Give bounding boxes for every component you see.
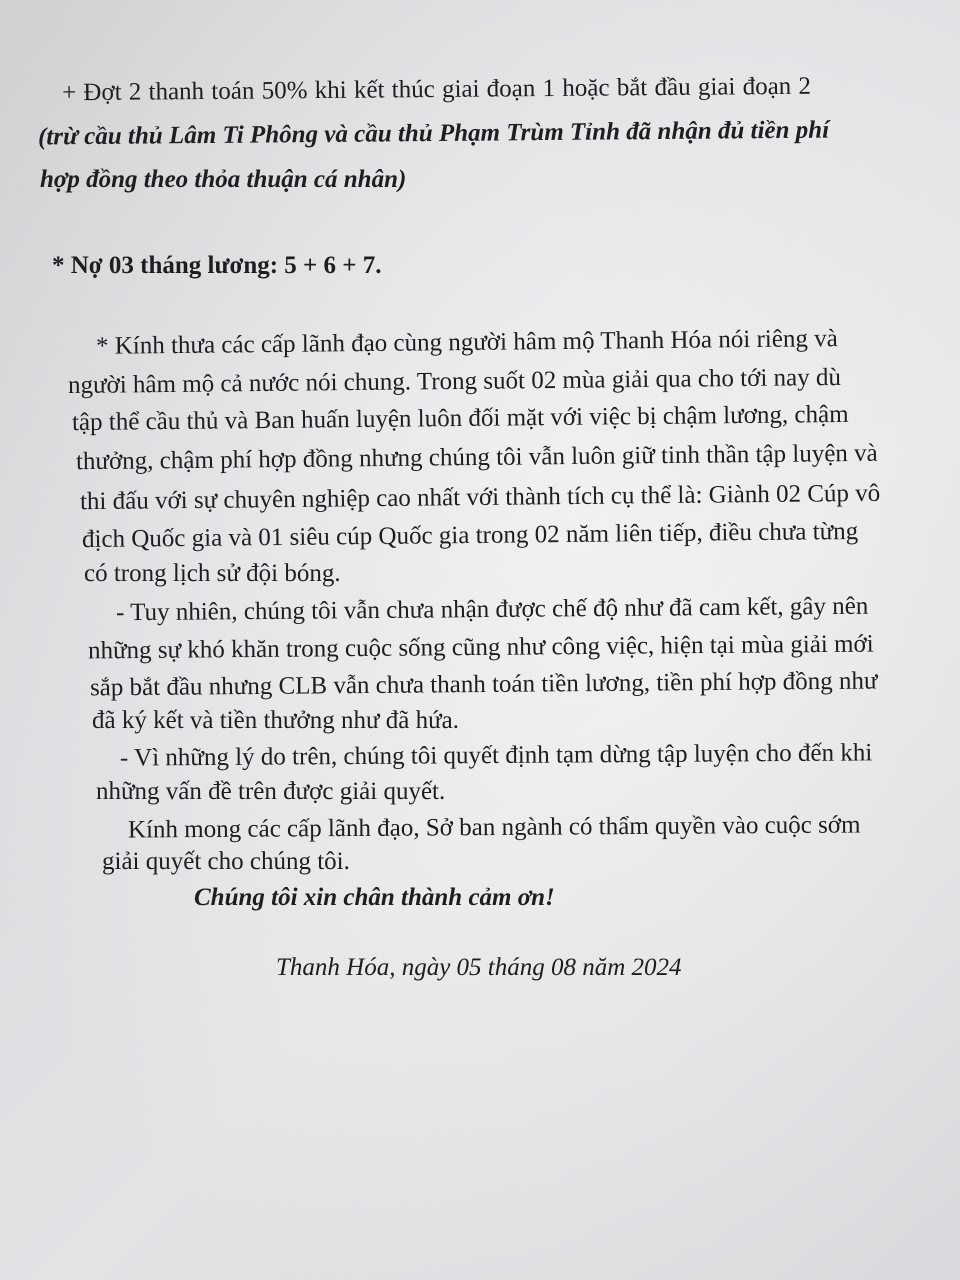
- text-line: những sự khó khăn trong cuộc sống cũng như công việc, hiện tại mùa giải mới: [87, 630, 874, 665]
- payment-note-line-1: (trừ cầu thủ Lâm Ti Phông và cầu thủ Phạm Trùm Tỉnh đã nhận đủ tiền phí: [37, 116, 830, 151]
- text-line: - Tuy nhiên, chúng tôi vẫn chưa nhận được chế độ như đã cam kết, gây nên: [115, 592, 869, 627]
- text-line: sắp bắt đầu nhưng CLB vẫn chưa thanh toán tiền lương, tiền phí hợp đồng như: [89, 667, 878, 702]
- payment-note-line-2: hợp đồng theo thỏa thuận cá nhân): [40, 166, 407, 193]
- text-line: có trong lịch sử đội bóng.: [84, 560, 341, 587]
- place-date: Thanh Hóa, ngày 05 tháng 08 năm 2024: [276, 954, 682, 981]
- text-line: thi đấu với sự chuyên nghiệp cao nhất với thành tích cụ thể là: Giành 02 Cúp vô: [79, 479, 881, 516]
- text-line: Kính mong các cấp lãnh đạo, Sở ban ngành có thẩm quyền vào cuộc sớm: [127, 811, 861, 844]
- text-line: địch Quốc gia và 01 siêu cúp Quốc gia trong 02 năm liên tiếp, điều chưa từng: [81, 517, 859, 554]
- text-line: - Vì những lý do trên, chúng tôi quyết định tạm dừng tập luyện cho đến khi: [119, 739, 873, 772]
- text-line: người hâm mộ cả nước nói chung. Trong suốt 02 mùa giải qua cho tới nay dù: [67, 363, 842, 400]
- text-line: * Kính thưa các cấp lãnh đạo cùng người hâm mộ Thanh Hóa nói riêng và: [95, 325, 838, 360]
- text-line: tập thể cầu thủ và Ban huấn luyện luôn đối mặt với việc bị chậm lương, chậm: [71, 400, 849, 437]
- payment-line: + Đợt 2 thanh toán 50% khi kết thúc giai đoạn 1 hoặc bắt đầu giai đoạn 2: [61, 72, 812, 107]
- salary-debt-line: * Nợ 03 tháng lương: 5 + 6 + 7.: [52, 252, 382, 279]
- closing-thanks: Chúng tôi xin chân thành cảm ơn!: [194, 884, 555, 911]
- text-line: thưởng, chậm phí hợp đồng nhưng chúng tôi vẫn luôn giữ tinh thần tập luyện và: [75, 439, 878, 476]
- text-line: giải quyết cho chúng tôi.: [102, 848, 350, 875]
- text-line: những vấn đề trên được giải quyết.: [96, 778, 446, 805]
- text-line: đã ký kết và tiền thưởng như đã hứa.: [92, 707, 459, 734]
